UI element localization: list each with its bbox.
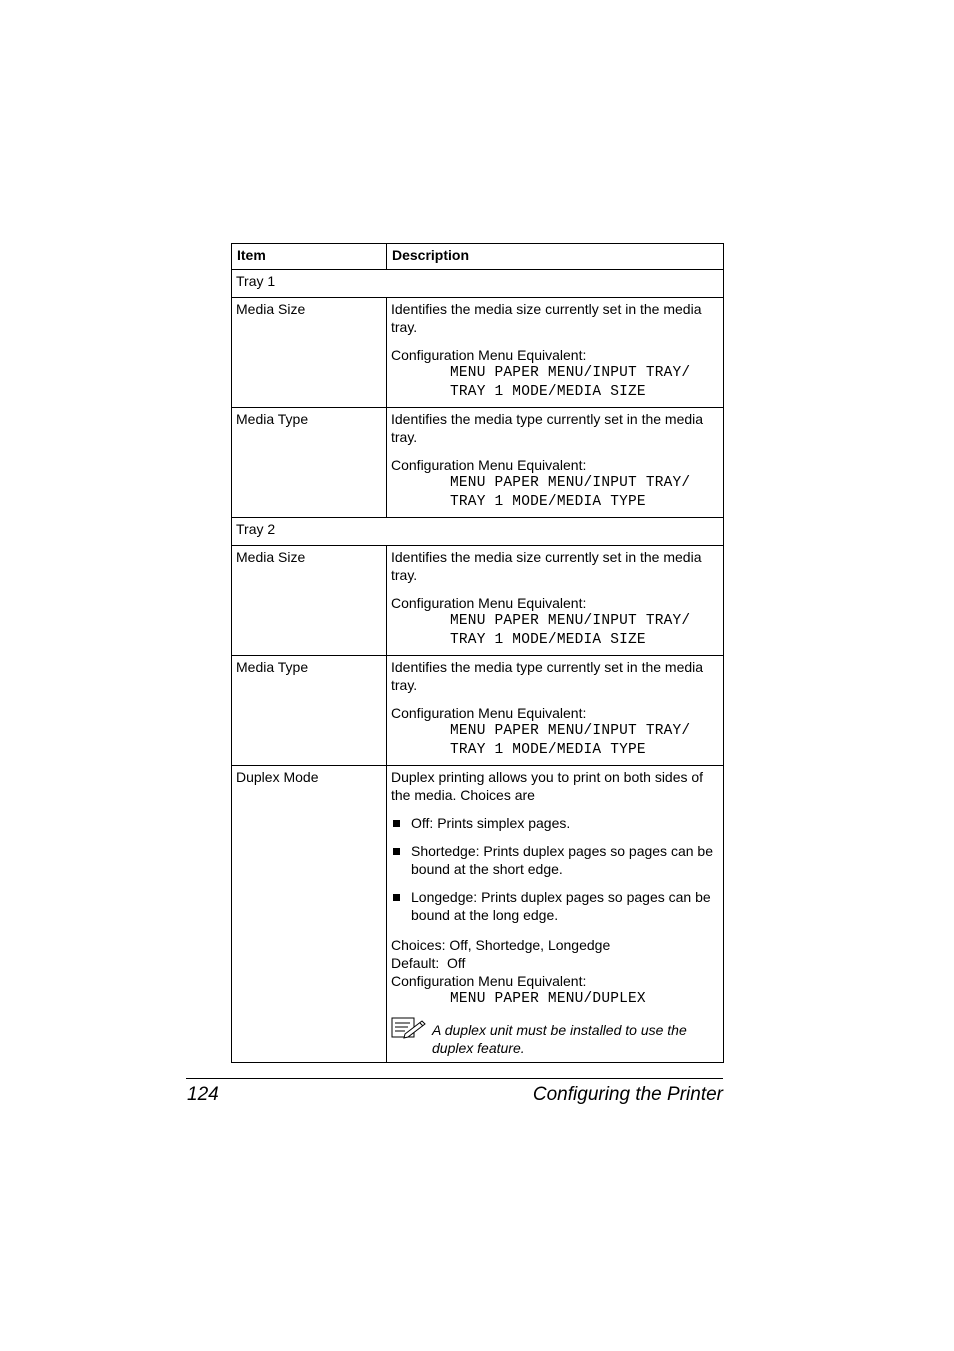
menu-path-line: MENU PAPER MENU/INPUT TRAY/	[450, 723, 691, 739]
item-cell: Media Size	[232, 546, 387, 656]
section-row-tray2	[232, 518, 724, 546]
footer-rule	[186, 1078, 723, 1079]
choices-text: Choices: Off, Shortedge, Longedge	[391, 937, 611, 953]
description-cell	[387, 656, 724, 766]
menu-path-line: TRAY 1 MODE/MEDIA SIZE	[450, 632, 646, 648]
item-cell: Duplex Mode	[232, 766, 387, 1063]
table-row	[232, 298, 724, 408]
equivalent-label: Configuration Menu Equivalent:	[391, 705, 587, 721]
item-cell: Media Type	[232, 408, 387, 518]
equivalent-label: Configuration Menu Equivalent:	[391, 347, 587, 363]
description-text: Identifies the media size currently set in the media tray.	[391, 301, 702, 335]
menu-path-line: MENU PAPER MENU/DUPLEX	[450, 991, 646, 1007]
bullet-text: Off: Prints simplex pages.	[411, 815, 571, 831]
square-bullet-icon	[393, 894, 400, 901]
equivalent-label: Configuration Menu Equivalent:	[391, 457, 587, 473]
item-cell: Media Type	[232, 656, 387, 766]
header-description: Description	[387, 244, 724, 270]
item-cell: Media Size	[232, 298, 387, 408]
description-text: Identifies the media size currently set in the media tray.	[391, 549, 702, 583]
bullet-item	[391, 842, 719, 878]
menu-path-line: TRAY 1 MODE/MEDIA SIZE	[450, 384, 646, 400]
table-row-duplex	[232, 766, 724, 1063]
table-row	[232, 546, 724, 656]
equivalent-label: Configuration Menu Equivalent:	[391, 973, 587, 989]
description-cell	[387, 766, 724, 1063]
description-cell	[387, 408, 724, 518]
bullet-text: Shortedge: Prints duplex pages so pages can be bound at the short edge.	[411, 843, 713, 877]
square-bullet-icon	[393, 820, 400, 827]
media-info-table	[231, 243, 724, 1063]
menu-path-line: MENU PAPER MENU/INPUT TRAY/	[450, 613, 691, 629]
section-label: Tray 2	[232, 518, 724, 546]
footer-title: Configuring the Printer	[532, 1084, 723, 1105]
square-bullet-icon	[393, 848, 400, 855]
description-cell	[387, 546, 724, 656]
section-row-tray1	[232, 270, 724, 298]
note-text: A duplex unit must be installed to use the duplex feature.	[432, 1022, 687, 1056]
bullet-text: Longedge: Prints duplex pages so pages can be bound at the long edge.	[411, 889, 711, 923]
description-cell	[387, 298, 724, 408]
section-label: Tray 1	[232, 270, 724, 298]
menu-path-line: TRAY 1 MODE/MEDIA TYPE	[450, 742, 646, 758]
note	[391, 1021, 719, 1057]
page-number: 124	[187, 1084, 219, 1105]
bullet-item	[391, 814, 719, 832]
menu-path-line: MENU PAPER MENU/INPUT TRAY/	[450, 475, 691, 491]
menu-path-line: TRAY 1 MODE/MEDIA TYPE	[450, 494, 646, 510]
description-text: Identifies the media type currently set in the media tray.	[391, 659, 704, 693]
default-text: Default: Off	[391, 955, 466, 971]
header-item: Item	[232, 244, 387, 270]
menu-path-line: MENU PAPER MENU/INPUT TRAY/	[450, 365, 691, 381]
table-row	[232, 656, 724, 766]
description-text: Duplex printing allows you to print on both sides of the media. Choices are	[391, 769, 704, 803]
description-text: Identifies the media type currently set in the media tray.	[391, 411, 704, 445]
bullet-item	[391, 888, 719, 924]
note-pencil-icon	[391, 1017, 427, 1039]
equivalent-label: Configuration Menu Equivalent:	[391, 595, 587, 611]
table-header-row	[232, 244, 724, 270]
table-row	[232, 408, 724, 518]
